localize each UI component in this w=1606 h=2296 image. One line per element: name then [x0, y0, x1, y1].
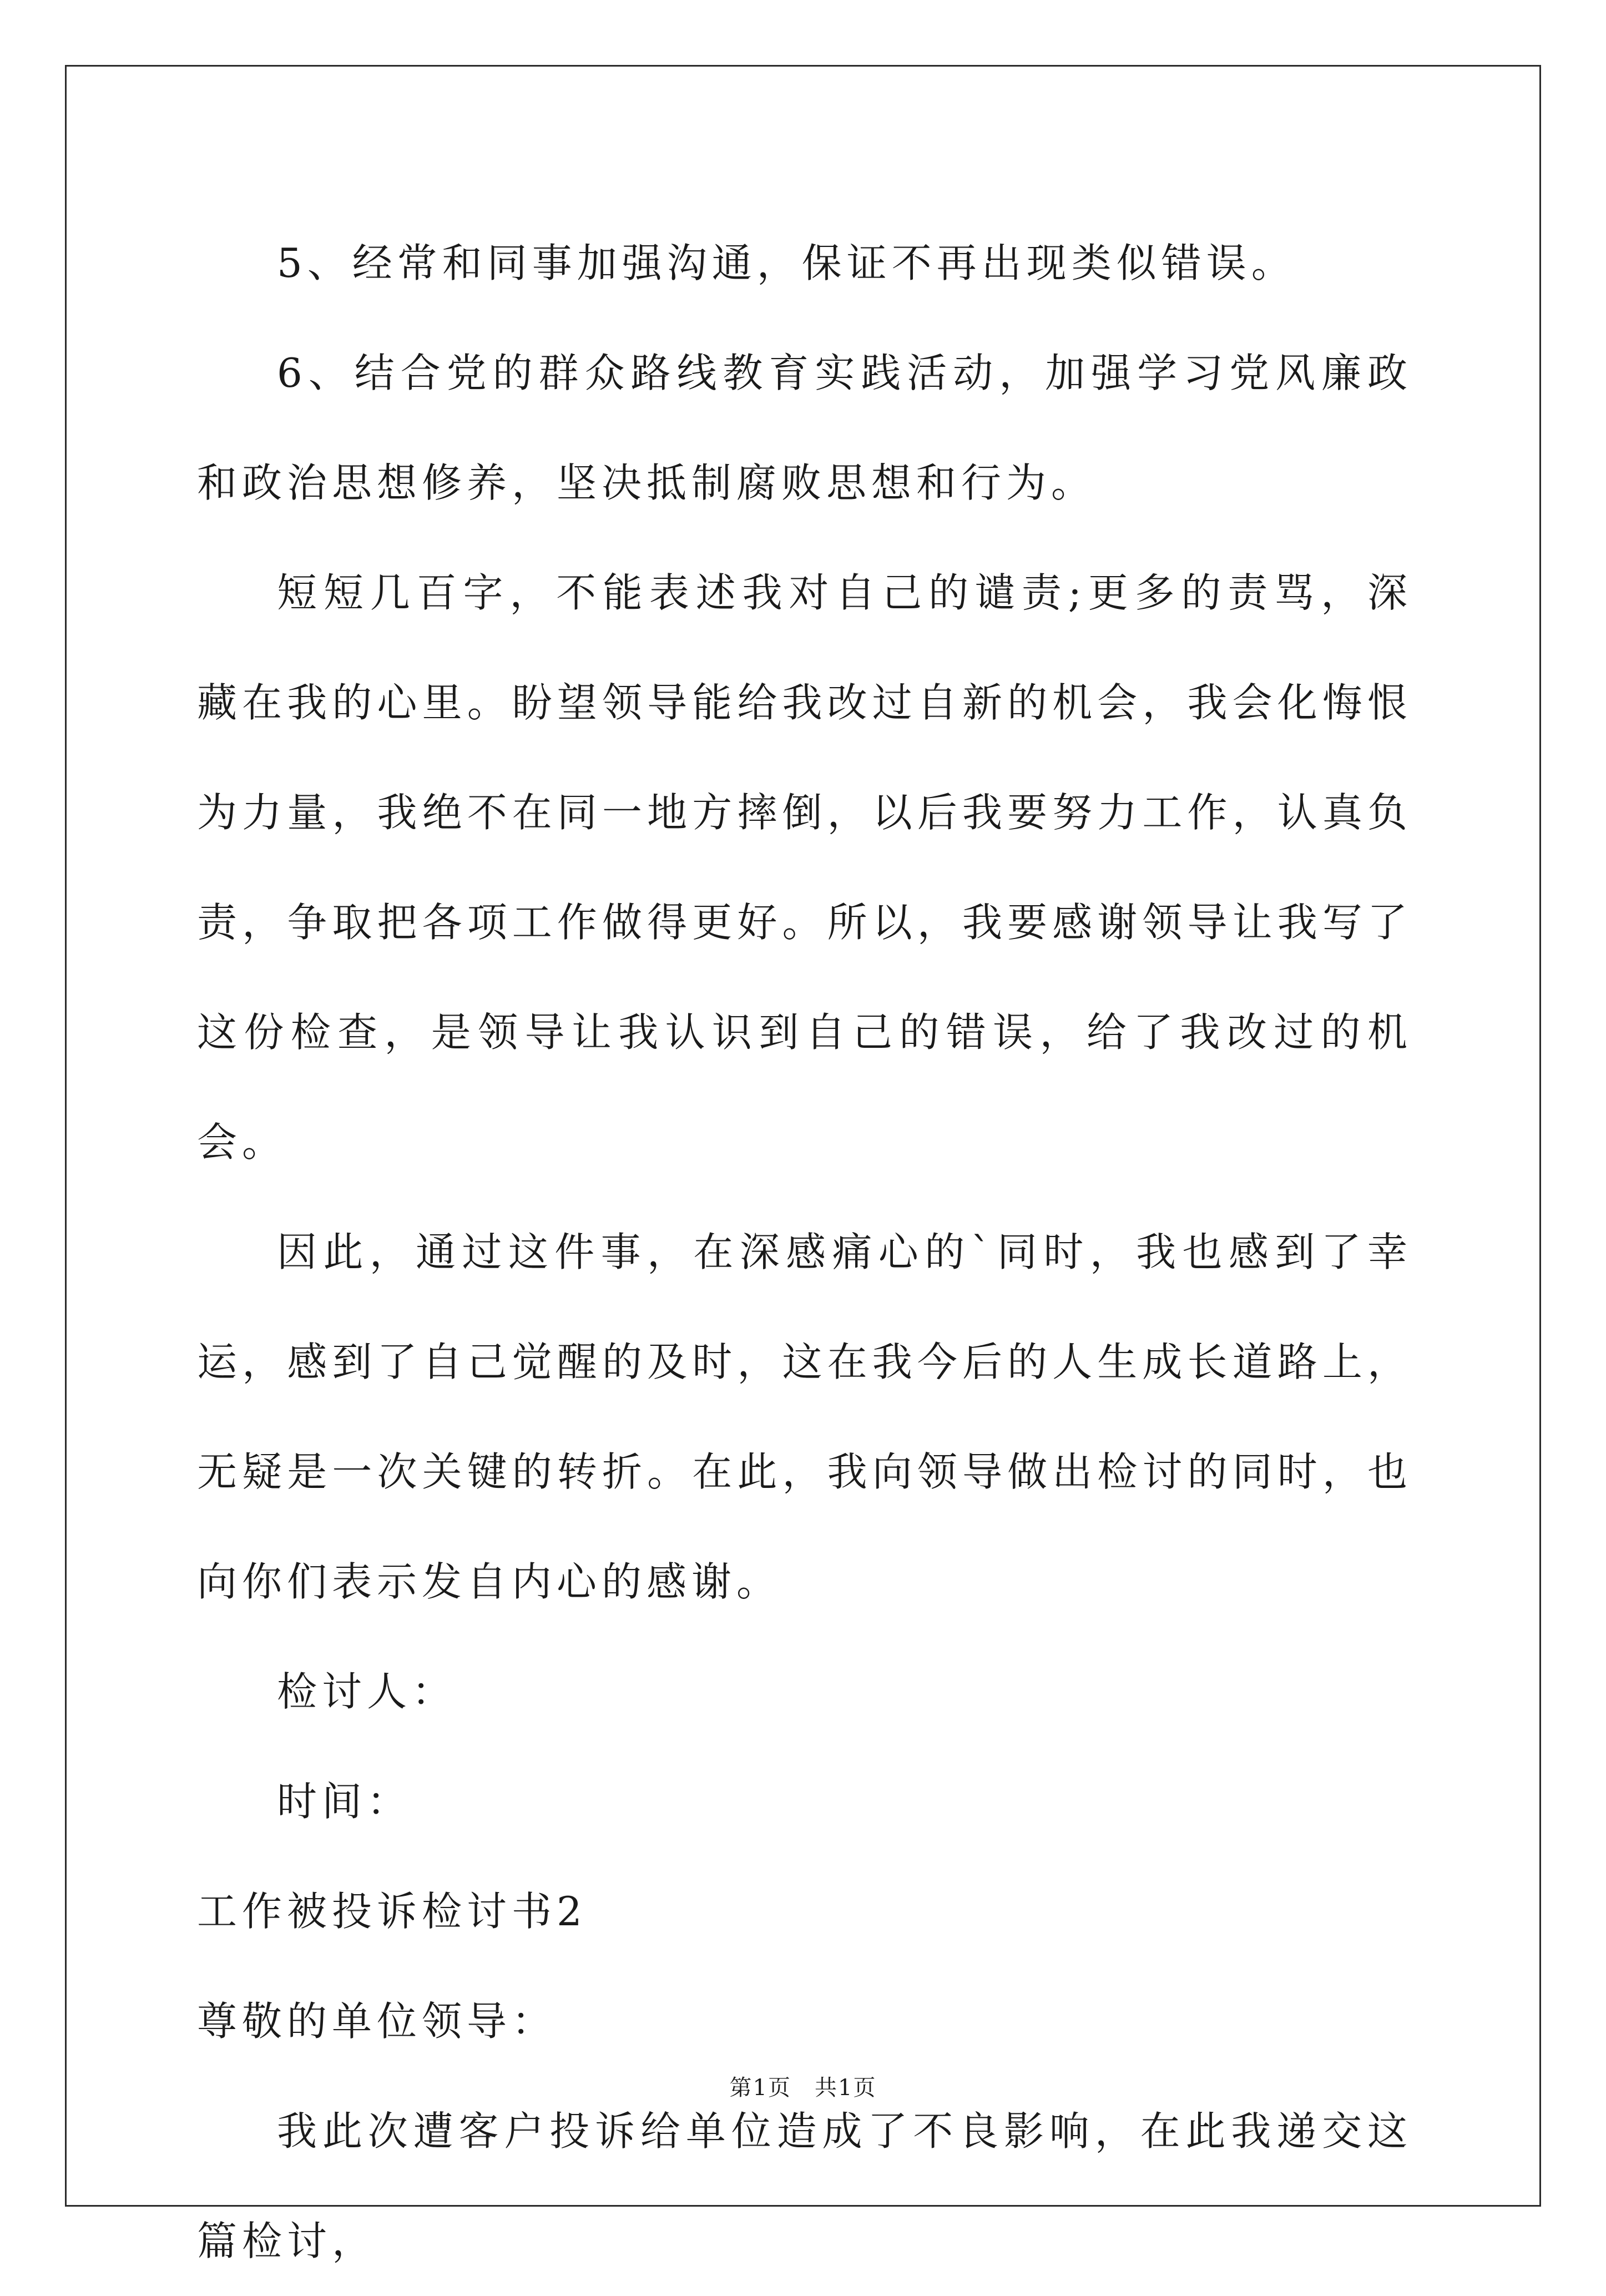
date-label: 时间：	[277, 1778, 412, 1825]
paragraph-turning-point: 因此，通过这件事，在深感痛心的`同时，我也感到了幸运，感到了自己觉醒的及时，这在我今后的人生成长道路上，无疑是一次关键的转折。在此，我向领导做出检讨的同时，也向你们表示发自内心的感谢。	[197, 1229, 1412, 1605]
salutation: 尊敬的单位领导：	[197, 1998, 557, 2045]
page-number: 第1页 共1页	[729, 2075, 877, 2101]
signature-label: 检讨人：	[277, 1668, 457, 1715]
section-heading: 工作被投诉检讨书2	[197, 1888, 587, 1935]
document-body	[197, 208, 1412, 2296]
paragraph-opening: 我此次遭客户投诉给单位造成了不良影响，在此我递交这篇检讨，	[197, 2108, 1412, 2264]
paragraph-self-reproach: 短短几百字，不能表述我对自己的谴责;更多的责骂，深藏在我的心里。盼望领导能给我改过自新的机会，我会化悔恨为力量，我绝不在同一地方摔倒，以后我要努力工作，认真负责，争取把各项工作做得更好。所以，我要感谢领导让我写了这份检查，是领导让我认识到自己的错误，给了我改过的机会。	[197, 569, 1412, 1165]
paragraph-item-5: 5、经常和同事加强沟通，保证不再出现类似错误。	[277, 240, 1296, 286]
paragraph-item-6: 6、结合党的群众路线教育实践活动，加强学习党风廉政和政治思想修养，坚决抵制腐败思想和行为。	[197, 350, 1412, 506]
